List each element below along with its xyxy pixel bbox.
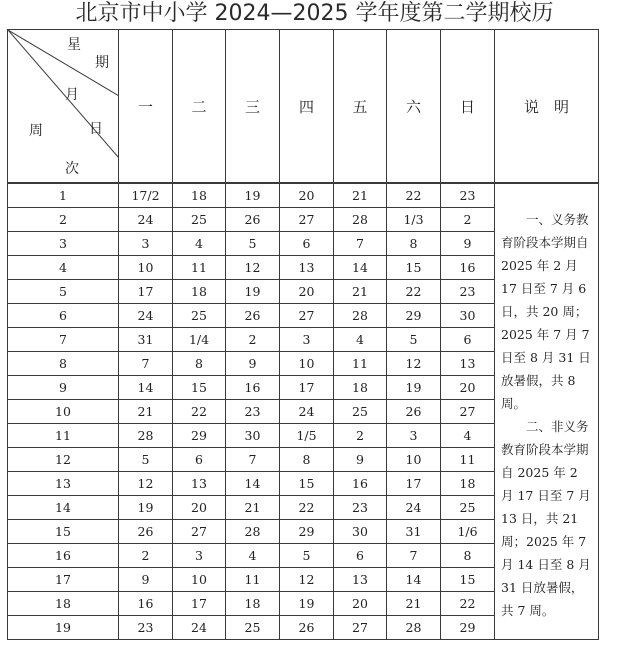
date-cell: 2 bbox=[334, 424, 387, 448]
notes-cell bbox=[495, 183, 599, 640]
date-cell: 4 bbox=[173, 232, 226, 256]
week-number-cell: 18 bbox=[8, 592, 119, 616]
date-cell: 25 bbox=[173, 208, 226, 232]
week-number-cell: 9 bbox=[8, 376, 119, 400]
date-cell: 20 bbox=[334, 592, 387, 616]
date-cell: 8 bbox=[441, 544, 495, 568]
header-row bbox=[8, 30, 599, 184]
date-cell: 16 bbox=[119, 592, 173, 616]
date-cell: 6 bbox=[334, 544, 387, 568]
date-cell: 17/2 bbox=[119, 183, 173, 208]
date-cell: 1/6 bbox=[441, 520, 495, 544]
page-title: 北京市中小学 2024—2025 学年度第二学期校历 bbox=[75, 1, 554, 26]
week-number-cell: 8 bbox=[8, 352, 119, 376]
date-cell: 22 bbox=[173, 400, 226, 424]
date-cell: 31 bbox=[119, 328, 173, 352]
date-cell: 4 bbox=[334, 328, 387, 352]
date-cell: 7 bbox=[334, 232, 387, 256]
date-cell: 21 bbox=[387, 592, 441, 616]
date-cell: 11 bbox=[441, 448, 495, 472]
date-cell: 25 bbox=[441, 496, 495, 520]
date-cell: 12 bbox=[387, 352, 441, 376]
date-cell: 6 bbox=[173, 448, 226, 472]
date-cell: 19 bbox=[226, 280, 280, 304]
day-header-sat: 六 bbox=[387, 30, 441, 184]
date-cell: 21 bbox=[334, 280, 387, 304]
date-cell: 29 bbox=[441, 616, 495, 640]
date-cell: 9 bbox=[441, 232, 495, 256]
date-cell: 10 bbox=[387, 448, 441, 472]
date-cell: 12 bbox=[226, 256, 280, 280]
date-cell: 22 bbox=[387, 183, 441, 208]
corner-label-xingqi-2: 期 bbox=[95, 55, 109, 71]
table-row bbox=[8, 183, 599, 208]
date-cell: 27 bbox=[334, 616, 387, 640]
day-header-thu: 四 bbox=[280, 30, 334, 184]
date-cell: 25 bbox=[226, 616, 280, 640]
date-cell: 26 bbox=[280, 616, 334, 640]
date-cell: 1/3 bbox=[387, 208, 441, 232]
date-cell: 18 bbox=[441, 472, 495, 496]
week-number-cell: 14 bbox=[8, 496, 119, 520]
date-cell: 22 bbox=[387, 280, 441, 304]
date-cell: 26 bbox=[226, 304, 280, 328]
date-cell: 25 bbox=[173, 304, 226, 328]
date-cell: 11 bbox=[173, 256, 226, 280]
date-cell: 8 bbox=[280, 448, 334, 472]
week-number-cell: 4 bbox=[8, 256, 119, 280]
date-cell: 19 bbox=[387, 376, 441, 400]
date-cell: 20 bbox=[441, 376, 495, 400]
week-number-cell: 17 bbox=[8, 568, 119, 592]
date-cell: 5 bbox=[280, 544, 334, 568]
date-cell: 1/4 bbox=[173, 328, 226, 352]
date-cell: 22 bbox=[280, 496, 334, 520]
date-cell: 24 bbox=[119, 304, 173, 328]
date-cell: 9 bbox=[334, 448, 387, 472]
date-cell: 20 bbox=[280, 183, 334, 208]
date-cell: 19 bbox=[119, 496, 173, 520]
date-cell: 9 bbox=[119, 568, 173, 592]
date-cell: 24 bbox=[280, 400, 334, 424]
date-cell: 29 bbox=[280, 520, 334, 544]
date-cell: 29 bbox=[173, 424, 226, 448]
date-cell: 17 bbox=[119, 280, 173, 304]
corner-label-ri: 日 bbox=[89, 121, 103, 137]
date-cell: 11 bbox=[226, 568, 280, 592]
date-cell: 27 bbox=[280, 304, 334, 328]
date-cell: 8 bbox=[387, 232, 441, 256]
date-cell: 20 bbox=[173, 496, 226, 520]
date-cell: 10 bbox=[119, 256, 173, 280]
date-cell: 15 bbox=[441, 568, 495, 592]
date-cell: 23 bbox=[441, 183, 495, 208]
date-cell: 30 bbox=[441, 304, 495, 328]
corner-header-cell bbox=[8, 30, 119, 184]
week-number-cell: 10 bbox=[8, 400, 119, 424]
week-number-cell: 19 bbox=[8, 616, 119, 640]
date-cell: 24 bbox=[387, 496, 441, 520]
date-cell: 5 bbox=[119, 448, 173, 472]
corner-label-ci: 次 bbox=[65, 161, 79, 177]
date-cell: 27 bbox=[441, 400, 495, 424]
date-cell: 3 bbox=[119, 232, 173, 256]
week-number-cell: 11 bbox=[8, 424, 119, 448]
date-cell: 19 bbox=[226, 183, 280, 208]
date-cell: 28 bbox=[119, 424, 173, 448]
date-cell: 18 bbox=[334, 376, 387, 400]
date-cell: 28 bbox=[334, 208, 387, 232]
date-cell: 21 bbox=[334, 183, 387, 208]
date-cell: 5 bbox=[226, 232, 280, 256]
date-cell: 26 bbox=[387, 400, 441, 424]
week-number-cell: 12 bbox=[8, 448, 119, 472]
date-cell: 25 bbox=[334, 400, 387, 424]
date-cell: 14 bbox=[387, 568, 441, 592]
date-cell: 18 bbox=[173, 183, 226, 208]
date-cell: 30 bbox=[334, 520, 387, 544]
date-cell: 12 bbox=[119, 472, 173, 496]
date-cell: 16 bbox=[226, 376, 280, 400]
date-cell: 23 bbox=[226, 400, 280, 424]
date-cell: 17 bbox=[173, 592, 226, 616]
note-non-compulsory-education: 二、非义务教育阶段本学期自 2025 年 2 月 17 日至 7 月 13 日，共 21 周；2025 年 7 月 14 日至 8 月 31 日放暑假，共 7 周。 bbox=[501, 419, 591, 618]
week-number-cell: 16 bbox=[8, 544, 119, 568]
week-number-cell: 6 bbox=[8, 304, 119, 328]
date-cell: 18 bbox=[226, 592, 280, 616]
day-header-mon: 一 bbox=[119, 30, 173, 184]
notes-header: 说 明 bbox=[495, 30, 599, 184]
date-cell: 3 bbox=[387, 424, 441, 448]
date-cell: 30 bbox=[226, 424, 280, 448]
date-cell: 21 bbox=[119, 400, 173, 424]
date-cell: 20 bbox=[280, 280, 334, 304]
date-cell: 31 bbox=[387, 520, 441, 544]
date-cell: 14 bbox=[119, 376, 173, 400]
date-cell: 14 bbox=[334, 256, 387, 280]
date-cell: 6 bbox=[280, 232, 334, 256]
date-cell: 13 bbox=[441, 352, 495, 376]
day-header-wed: 三 bbox=[226, 30, 280, 184]
date-cell: 11 bbox=[334, 352, 387, 376]
day-header-tue: 二 bbox=[173, 30, 226, 184]
date-cell: 23 bbox=[441, 280, 495, 304]
date-cell: 8 bbox=[173, 352, 226, 376]
date-cell: 4 bbox=[226, 544, 280, 568]
date-cell: 26 bbox=[119, 520, 173, 544]
week-number-cell: 13 bbox=[8, 472, 119, 496]
date-cell: 29 bbox=[387, 304, 441, 328]
date-cell: 23 bbox=[334, 496, 387, 520]
date-cell: 28 bbox=[387, 616, 441, 640]
date-cell: 15 bbox=[280, 472, 334, 496]
note-compulsory-education: 一、义务教育阶段本学期自 2025 年 2 月 17 日至 7 月 6 日，共 20 周；2025 年 7 月 7 日至 8 月 31 日放暑假，共 8 周。 bbox=[501, 212, 591, 411]
date-cell: 13 bbox=[334, 568, 387, 592]
date-cell: 12 bbox=[280, 568, 334, 592]
date-cell: 2 bbox=[441, 208, 495, 232]
date-cell: 17 bbox=[387, 472, 441, 496]
school-calendar-table bbox=[7, 29, 599, 640]
date-cell: 7 bbox=[226, 448, 280, 472]
date-cell: 3 bbox=[280, 328, 334, 352]
date-cell: 28 bbox=[226, 520, 280, 544]
date-cell: 24 bbox=[173, 616, 226, 640]
corner-label-yue: 月 bbox=[65, 87, 79, 103]
date-cell: 23 bbox=[119, 616, 173, 640]
date-cell: 9 bbox=[226, 352, 280, 376]
week-number-cell: 15 bbox=[8, 520, 119, 544]
date-cell: 22 bbox=[441, 592, 495, 616]
date-cell: 16 bbox=[441, 256, 495, 280]
week-number-cell: 7 bbox=[8, 328, 119, 352]
week-number-cell: 5 bbox=[8, 280, 119, 304]
date-cell: 28 bbox=[334, 304, 387, 328]
day-header-sun: 日 bbox=[441, 30, 495, 184]
date-cell: 13 bbox=[280, 256, 334, 280]
date-cell: 21 bbox=[226, 496, 280, 520]
date-cell: 14 bbox=[226, 472, 280, 496]
date-cell: 3 bbox=[173, 544, 226, 568]
date-cell: 18 bbox=[173, 280, 226, 304]
date-cell: 24 bbox=[119, 208, 173, 232]
date-cell: 16 bbox=[334, 472, 387, 496]
date-cell: 2 bbox=[226, 328, 280, 352]
date-cell: 26 bbox=[226, 208, 280, 232]
day-header-fri: 五 bbox=[334, 30, 387, 184]
date-cell: 4 bbox=[441, 424, 495, 448]
date-cell: 6 bbox=[441, 328, 495, 352]
corner-label-xingqi-1: 星 bbox=[67, 37, 81, 53]
week-number-cell: 1 bbox=[8, 183, 119, 208]
date-cell: 27 bbox=[173, 520, 226, 544]
week-number-cell: 3 bbox=[8, 232, 119, 256]
date-cell: 7 bbox=[387, 544, 441, 568]
date-cell: 10 bbox=[173, 568, 226, 592]
date-cell: 17 bbox=[280, 376, 334, 400]
week-number-cell: 2 bbox=[8, 208, 119, 232]
date-cell: 27 bbox=[280, 208, 334, 232]
date-cell: 2 bbox=[119, 544, 173, 568]
date-cell: 15 bbox=[173, 376, 226, 400]
date-cell: 7 bbox=[119, 352, 173, 376]
corner-label-zhou: 周 bbox=[29, 123, 43, 139]
date-cell: 13 bbox=[173, 472, 226, 496]
date-cell: 10 bbox=[280, 352, 334, 376]
date-cell: 5 bbox=[387, 328, 441, 352]
date-cell: 1/5 bbox=[280, 424, 334, 448]
date-cell: 19 bbox=[280, 592, 334, 616]
date-cell: 15 bbox=[387, 256, 441, 280]
